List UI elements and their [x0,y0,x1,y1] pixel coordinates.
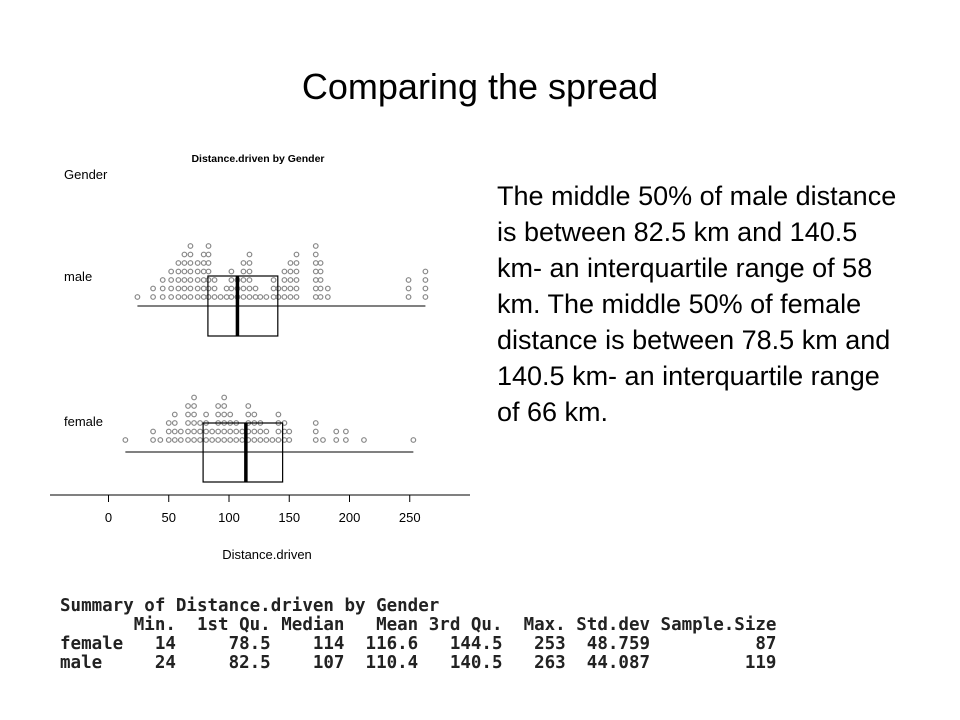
data-dot [192,395,197,400]
group-label-female: female [64,414,104,429]
data-dot [258,438,263,443]
data-dot [282,278,287,283]
summary-row-male: male 24 82.5 107 110.4 140.5 263 44.087 119 [60,653,777,673]
data-dot [229,269,234,274]
data-dot [228,438,233,443]
data-dot [234,429,239,434]
data-dot [288,286,293,291]
data-dot [321,438,326,443]
data-dot [252,438,257,443]
x-tick-label: 50 [161,510,176,525]
x-tick-label: 0 [104,510,113,525]
data-dot [176,295,181,300]
data-dot [276,438,281,443]
data-dot [179,438,184,443]
data-dot [169,295,174,300]
data-dot [423,295,428,300]
data-dot [294,252,299,257]
data-dot [294,286,299,291]
data-dot [288,295,293,300]
data-dot [224,295,229,300]
data-dot [216,404,221,409]
data-dot [198,429,203,434]
box-group-male [64,244,428,336]
data-dot [229,295,234,300]
chart-title: Distance.driven by Gender [191,153,325,165]
data-dot [270,438,275,443]
data-dot [186,438,191,443]
data-dot [176,261,181,266]
data-dot [206,269,211,274]
x-axis-ticks [105,495,421,525]
data-dot [288,261,293,266]
data-dot [195,286,200,291]
data-dot [160,278,165,283]
data-dot [326,295,331,300]
data-dot [201,252,206,257]
data-dot [318,286,323,291]
data-dot [258,429,263,434]
data-dot [406,278,411,283]
data-dot [229,286,234,291]
data-dot [264,295,269,300]
data-dot [423,269,428,274]
box-groups [64,244,428,482]
data-dot [151,438,156,443]
data-dot [228,412,233,417]
data-dot [344,438,349,443]
data-dot [264,438,269,443]
data-dot [201,286,206,291]
data-dot [186,412,191,417]
data-dot [198,421,203,426]
data-dot [264,429,269,434]
data-dot [188,252,193,257]
data-dot [212,286,217,291]
data-dot [188,286,193,291]
data-dot [172,421,177,426]
data-dot [182,286,187,291]
data-dot [247,295,252,300]
y-axis-label: Gender [64,167,108,182]
data-dot [206,252,211,257]
data-dot [241,295,246,300]
data-dot [192,404,197,409]
data-dot [169,286,174,291]
data-dot [186,421,191,426]
data-dot [212,278,217,283]
data-dot [313,244,318,249]
x-axis-label: Distance.driven [222,547,312,562]
data-dot [318,269,323,274]
chart-svg [40,148,480,568]
data-dot [151,286,156,291]
slide-title: Comparing the spread [301,66,659,107]
data-dot [258,295,263,300]
data-dot [201,278,206,283]
data-dot [334,438,339,443]
data-dot [172,429,177,434]
data-dot [241,286,246,291]
data-dot [151,429,156,434]
data-dot [406,295,411,300]
data-dot [195,278,200,283]
data-dot [169,278,174,283]
data-dot [188,278,193,283]
data-dot [192,429,197,434]
data-dot [201,261,206,266]
data-dot [313,261,318,266]
data-dot [313,295,318,300]
data-dot [222,412,227,417]
data-dot [240,429,245,434]
data-dot [188,295,193,300]
data-dot [195,295,200,300]
data-dot [276,295,281,300]
data-dot [253,286,258,291]
data-dot [166,421,171,426]
data-dot [294,261,299,266]
data-dot [212,295,217,300]
slide-body-text: The middle 50% of male distance is between 82.5 km and 140.5 km- an interquartile range of 58 km. The middle 50% of female distance is between 78.5 km and 140.5 km- an interquartile range of 66 km. [497,181,897,427]
data-dot [318,261,323,266]
data-dot [216,429,221,434]
data-dot [186,429,191,434]
data-dot [252,429,257,434]
data-dot [172,412,177,417]
data-dot [210,429,215,434]
data-dot [176,269,181,274]
summary-row-female: female 14 78.5 114 116.6 144.5 253 48.759 87 [60,634,777,654]
data-dot [192,438,197,443]
data-dot [188,244,193,249]
data-dot [182,295,187,300]
data-dot [313,252,318,257]
data-dot [287,429,292,434]
data-dot [182,278,187,283]
data-dot [247,252,252,257]
data-dot [160,286,165,291]
data-dot [176,278,181,283]
data-dot [282,286,287,291]
data-dot [294,278,299,283]
data-dot [228,429,233,434]
data-dot [206,295,211,300]
data-dot [206,286,211,291]
data-dot [166,438,171,443]
data-dot [241,269,246,274]
data-dot [176,286,181,291]
data-dot [313,286,318,291]
data-dot [172,438,177,443]
data-dot [246,404,251,409]
data-dot [326,286,331,291]
data-dot [222,429,227,434]
data-dot [271,286,276,291]
data-dot [288,278,293,283]
data-dot [282,295,287,300]
group-label-male: male [64,269,93,284]
data-dot [252,412,257,417]
data-dot [169,269,174,274]
x-tick-label: 250 [398,510,421,525]
data-dot [241,278,246,283]
data-dot [166,429,171,434]
data-dot [423,278,428,283]
data-dot [271,295,276,300]
data-dot [135,295,140,300]
data-dot [313,438,318,443]
data-dot [158,438,163,443]
summary-title: Summary of Distance.driven by Gender [60,596,440,616]
data-dot [287,438,292,443]
data-dot [247,278,252,283]
data-dot [224,286,229,291]
data-dot [318,278,323,283]
data-dot [276,429,281,434]
data-dot [229,278,234,283]
data-dot [313,278,318,283]
data-dot [210,438,215,443]
x-tick-label: 200 [338,510,361,525]
x-tick-label: 100 [218,510,240,525]
data-dot [222,404,227,409]
data-dot [188,269,193,274]
box-plot-chart [40,148,480,568]
data-dot [234,438,239,443]
data-dot [201,269,206,274]
data-dot [216,412,221,417]
data-dot [195,269,200,274]
data-dot [294,295,299,300]
data-dot [318,295,323,300]
data-dot [182,261,187,266]
data-dot [188,261,193,266]
box-group-female [64,395,416,482]
data-dot [123,438,128,443]
data-dot [294,269,299,274]
data-dot [423,286,428,291]
data-dot [271,278,276,283]
data-dot [216,438,221,443]
data-dot [344,429,349,434]
data-dot [241,261,246,266]
data-dot [151,295,156,300]
data-dot [192,421,197,426]
data-dot [204,412,209,417]
data-dot [192,412,197,417]
data-dot [406,286,411,291]
data-dot [313,429,318,434]
data-dot [247,286,252,291]
data-dot [182,252,187,257]
data-dot [411,438,416,443]
data-dot [313,421,318,426]
data-dot [222,438,227,443]
data-dot [362,438,367,443]
data-dot [334,429,339,434]
data-dot [186,404,191,409]
data-dot [282,269,287,274]
summary-table [60,597,940,673]
data-dot [313,269,318,274]
summary-header-row: Min. 1st Qu. Median Mean 3rd Qu. Max. Std.dev Sample.Size [60,615,777,635]
data-dot [195,261,200,266]
data-dot [206,261,211,266]
data-dot [201,295,206,300]
data-dot [198,438,203,443]
data-dot [206,278,211,283]
data-dot [276,412,281,417]
data-dot [276,286,281,291]
data-dot [160,295,165,300]
data-dot [204,429,209,434]
data-dot [222,395,227,400]
data-dot [218,295,223,300]
data-dot [247,261,252,266]
data-dot [240,438,245,443]
data-dot [247,269,252,274]
x-tick-label: 150 [278,510,301,525]
data-dot [204,438,209,443]
data-dot [179,429,184,434]
data-dot [206,244,211,249]
data-dot [182,269,187,274]
data-dot [288,269,293,274]
data-dot [246,412,251,417]
summary-body [60,635,940,673]
data-dot [253,295,258,300]
